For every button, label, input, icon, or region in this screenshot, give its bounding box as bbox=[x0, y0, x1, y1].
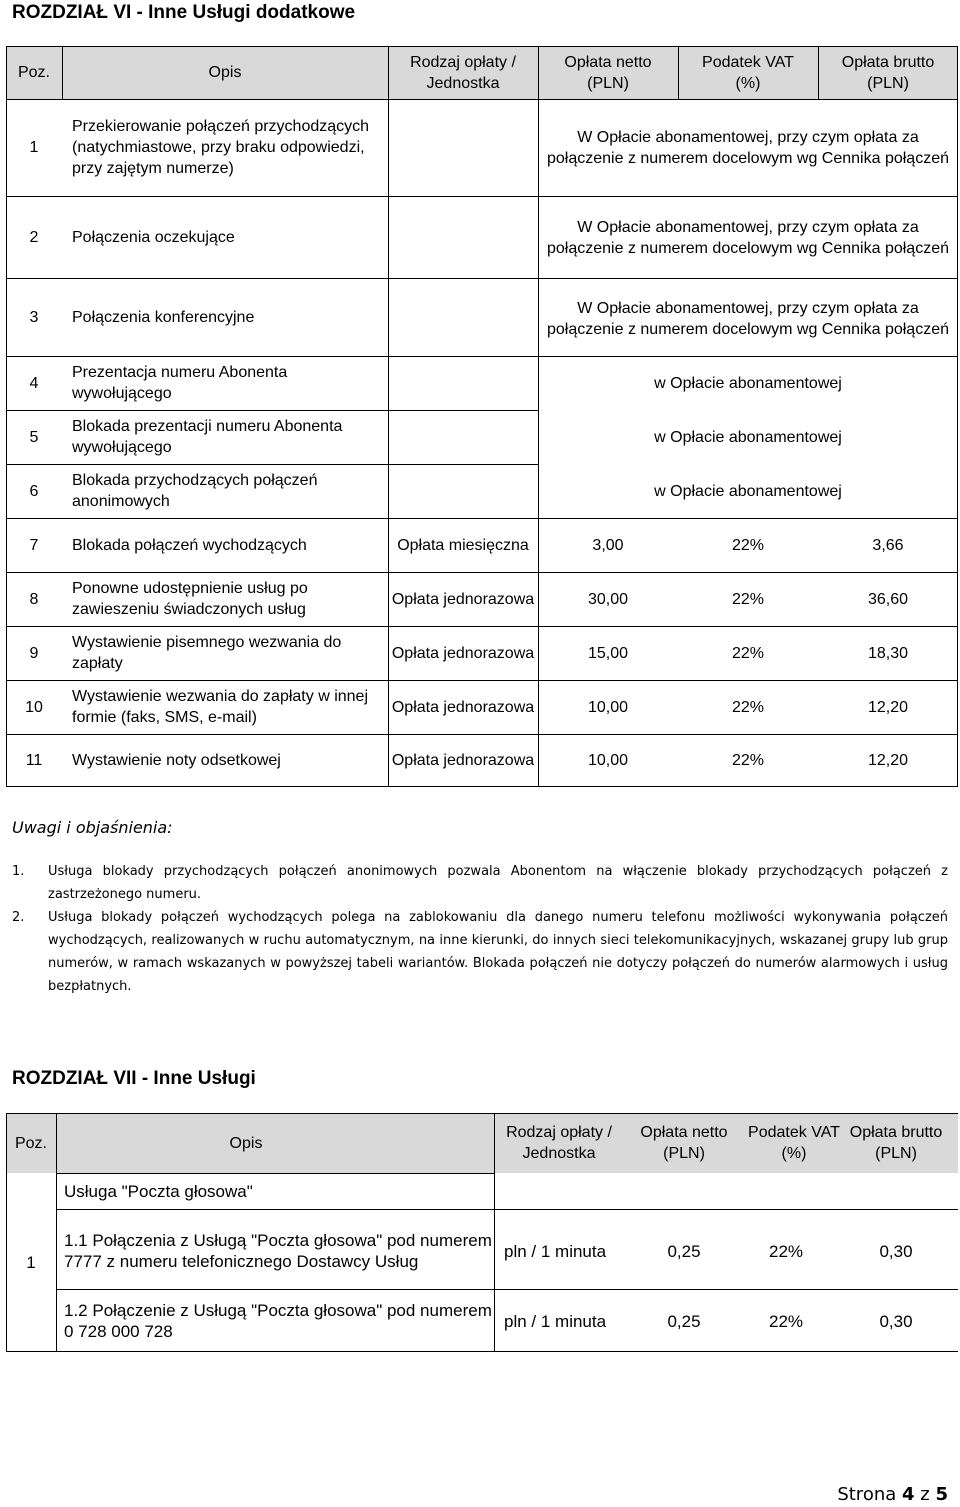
row-type: Opłata miesięczna bbox=[397, 536, 529, 554]
section6-title: ROZDZIAŁ VI - Inne Usługi dodatkowe bbox=[12, 2, 356, 23]
row-desc: Ponowne udostępnienie usług po zawieszeniu świadczonych usług bbox=[72, 580, 308, 618]
table-row: 2 bbox=[29, 228, 39, 246]
grid-line bbox=[6, 410, 538, 411]
row-desc: Wystawienie pisemnego wezwania do zapłaty bbox=[72, 634, 342, 672]
grid-line bbox=[56, 1173, 494, 1174]
grid-line bbox=[957, 46, 958, 786]
grid-line bbox=[6, 196, 958, 197]
grid-line bbox=[388, 46, 389, 786]
grid-line bbox=[6, 734, 958, 735]
row-vat: 22% bbox=[731, 536, 765, 554]
row-gross: 0,30 bbox=[879, 1311, 913, 1331]
row-gross: 36,60 bbox=[867, 590, 909, 608]
header-type: Rodzaj opłaty / Jednostka bbox=[410, 53, 516, 92]
note-2 bbox=[0, 906, 960, 1006]
grid-line bbox=[6, 1351, 958, 1352]
note-text: Usługa blokady połączeń wychodzących polega na zablokowaniu dla danego numeru telefonu możliwości wykonywania połączeń wychodzących, realizowanych w ruchu automatycznym, na inne kierunki, do innych sieci telekomunikacyjnych, wskazanej grupy lub grup numerów, w ramach wskazanych w powyższej tabeli wariantów. Blokada połączeń nie dotyczy połączeń do numerów alarmowych i usług bezpłatnych. bbox=[48, 910, 948, 994]
grid-line bbox=[6, 1113, 7, 1351]
table-row: 11 bbox=[25, 751, 43, 769]
note-number: 2. bbox=[12, 910, 25, 925]
row-net: 15,00 bbox=[587, 644, 629, 662]
grid-line bbox=[494, 1113, 495, 1351]
grid-line bbox=[56, 1289, 958, 1290]
section7-pos: 1 bbox=[26, 1252, 36, 1272]
header-pos: Poz. bbox=[6, 1113, 56, 1173]
row-desc: Wystawienie noty odsetkowej bbox=[72, 751, 281, 769]
grid-line bbox=[56, 1209, 958, 1210]
header-desc: Opis bbox=[229, 1134, 263, 1152]
row-type: Opłata jednorazowa bbox=[391, 590, 535, 608]
row-desc: Prezentacja numeru Abonenta wywołującego bbox=[72, 364, 288, 402]
grid-line bbox=[6, 572, 958, 573]
row-desc: Wystawienie wezwania do zapłaty w innej formie (faks, SMS, e-mail) bbox=[72, 688, 368, 726]
notes-title: Uwagi i objaśnienia: bbox=[12, 818, 173, 837]
grid-line bbox=[6, 99, 958, 100]
row-net: 3,00 bbox=[592, 536, 624, 554]
row-type: Opłata jednorazowa bbox=[391, 644, 535, 662]
header-gross: Opłata brutto (PLN) bbox=[849, 1124, 943, 1162]
row-net: 10,00 bbox=[587, 698, 629, 716]
grid-line bbox=[818, 46, 819, 99]
grid-line bbox=[6, 46, 958, 47]
row-gross: 12,20 bbox=[867, 751, 909, 769]
row-desc: Blokada przychodzących połączeń anonimowych bbox=[72, 472, 318, 510]
grid-line bbox=[62, 46, 63, 99]
row-desc: Połączenia oczekujące bbox=[72, 228, 235, 246]
table-row: 9 bbox=[29, 644, 39, 662]
row-desc: 1.2 Połączenie z Usługą "Poczta głosowa" pod numerem 0 728 000 728 bbox=[64, 1301, 492, 1341]
row-net: 0,25 bbox=[667, 1241, 701, 1261]
table-row: 3 bbox=[29, 308, 39, 326]
row-note: W Opłacie abonamentowej, przy czym opłata za połączenie z numerem docelowym wg Cennika połączeń bbox=[547, 128, 949, 167]
note-text: Usługa blokady przychodzących połączeń anonimowych pozwala Abonentom na włączenie blokady przychodzących połączeń z zastrzeżonego numeru. bbox=[48, 864, 948, 902]
table-row: 1 bbox=[29, 139, 39, 156]
grid-line bbox=[6, 680, 958, 681]
grid-line bbox=[6, 518, 958, 519]
row-note: W Opłacie abonamentowej, przy czym opłata za połączenie z numerem docelowym wg Cennika połączeń bbox=[547, 219, 949, 257]
grid-line bbox=[6, 626, 958, 627]
row-vat: 22% bbox=[731, 751, 765, 769]
table-row: 6 bbox=[29, 482, 39, 500]
table-row: 8 bbox=[29, 590, 39, 608]
row-vat: 22% bbox=[731, 644, 765, 662]
section6-table bbox=[6, 46, 958, 786]
row-gross: 18,30 bbox=[867, 644, 909, 662]
group-label: Usługa "Poczta głosowa" bbox=[64, 1181, 253, 1201]
grid-line bbox=[6, 464, 538, 465]
row-gross: 3,66 bbox=[872, 536, 904, 554]
header-pos: Poz. bbox=[17, 64, 50, 81]
note-number: 1. bbox=[12, 864, 25, 879]
row-type: Opłata jednorazowa bbox=[391, 698, 535, 716]
row-note: w Opłacie abonamentowej bbox=[654, 482, 842, 500]
note-1 bbox=[0, 860, 960, 910]
header-vat: Podatek VAT (%) bbox=[748, 1124, 840, 1162]
grid-line bbox=[538, 46, 539, 786]
row-net: 0,25 bbox=[667, 1311, 701, 1331]
header-gross: Opłata brutto (PLN) bbox=[841, 53, 935, 92]
grid-line bbox=[6, 46, 7, 786]
row-vat: 22% bbox=[731, 590, 765, 608]
row-vat: 22% bbox=[768, 1241, 804, 1261]
grid-line bbox=[678, 46, 679, 99]
row-note: w Opłacie abonamentowej bbox=[654, 428, 842, 446]
row-type: Opłata jednorazowa bbox=[391, 751, 535, 769]
grid-line bbox=[6, 278, 958, 279]
grid-line bbox=[56, 1113, 958, 1114]
row-type: pln / 1 minuta bbox=[504, 1241, 607, 1261]
row-desc: Blokada połączeń wychodzących bbox=[72, 536, 307, 554]
row-note: W Opłacie abonamentowej, przy czym opłata za połączenie z numerem docelowym wg Cennika połączeń bbox=[547, 300, 949, 338]
row-vat: 22% bbox=[731, 698, 765, 716]
table-row: 5 bbox=[29, 428, 39, 446]
grid-line bbox=[6, 786, 958, 787]
section7-table bbox=[14, 1113, 958, 1353]
grid-line bbox=[56, 1113, 57, 1351]
grid-line bbox=[6, 356, 958, 357]
section7-title: ROZDZIAŁ VII - Inne Usługi bbox=[12, 1068, 256, 1089]
row-note: w Opłacie abonamentowej bbox=[654, 374, 842, 392]
row-vat: 22% bbox=[768, 1311, 804, 1331]
row-net: 10,00 bbox=[587, 751, 629, 769]
row-desc: Blokada prezentacji numeru Abonenta wywołującego bbox=[72, 418, 343, 456]
page-footer: Strona 4 z 5 bbox=[837, 1484, 948, 1505]
header-type: Rodzaj opłaty / Jednostka bbox=[506, 1124, 612, 1162]
header-vat: Podatek VAT (%) bbox=[702, 53, 794, 92]
header-net: Opłata netto (PLN) bbox=[640, 1124, 728, 1162]
row-gross: 0,30 bbox=[879, 1241, 913, 1261]
grid-line bbox=[6, 1113, 56, 1114]
header-desc: Opis bbox=[208, 64, 242, 81]
row-desc: Połączenia konferencyjne bbox=[72, 308, 255, 326]
table-row: 4 bbox=[29, 374, 39, 392]
header-net: Opłata netto (PLN) bbox=[564, 53, 652, 92]
row-type: pln / 1 minuta bbox=[504, 1311, 607, 1331]
row-net: 30,00 bbox=[587, 590, 629, 608]
row-gross: 12,20 bbox=[867, 698, 909, 716]
table-row: 7 bbox=[29, 536, 39, 554]
table-row: 10 bbox=[25, 698, 43, 716]
row-desc: Przekierowanie połączeń przychodzących (natychmiastowe, przy braku odpowiedzi, przy zajętym numerze) bbox=[72, 118, 370, 177]
row-desc: 1.1 Połączenia z Usługą "Poczta głosowa" pod numerem 7777 z numeru telefonicznego Dostawcy Usług bbox=[64, 1231, 492, 1271]
